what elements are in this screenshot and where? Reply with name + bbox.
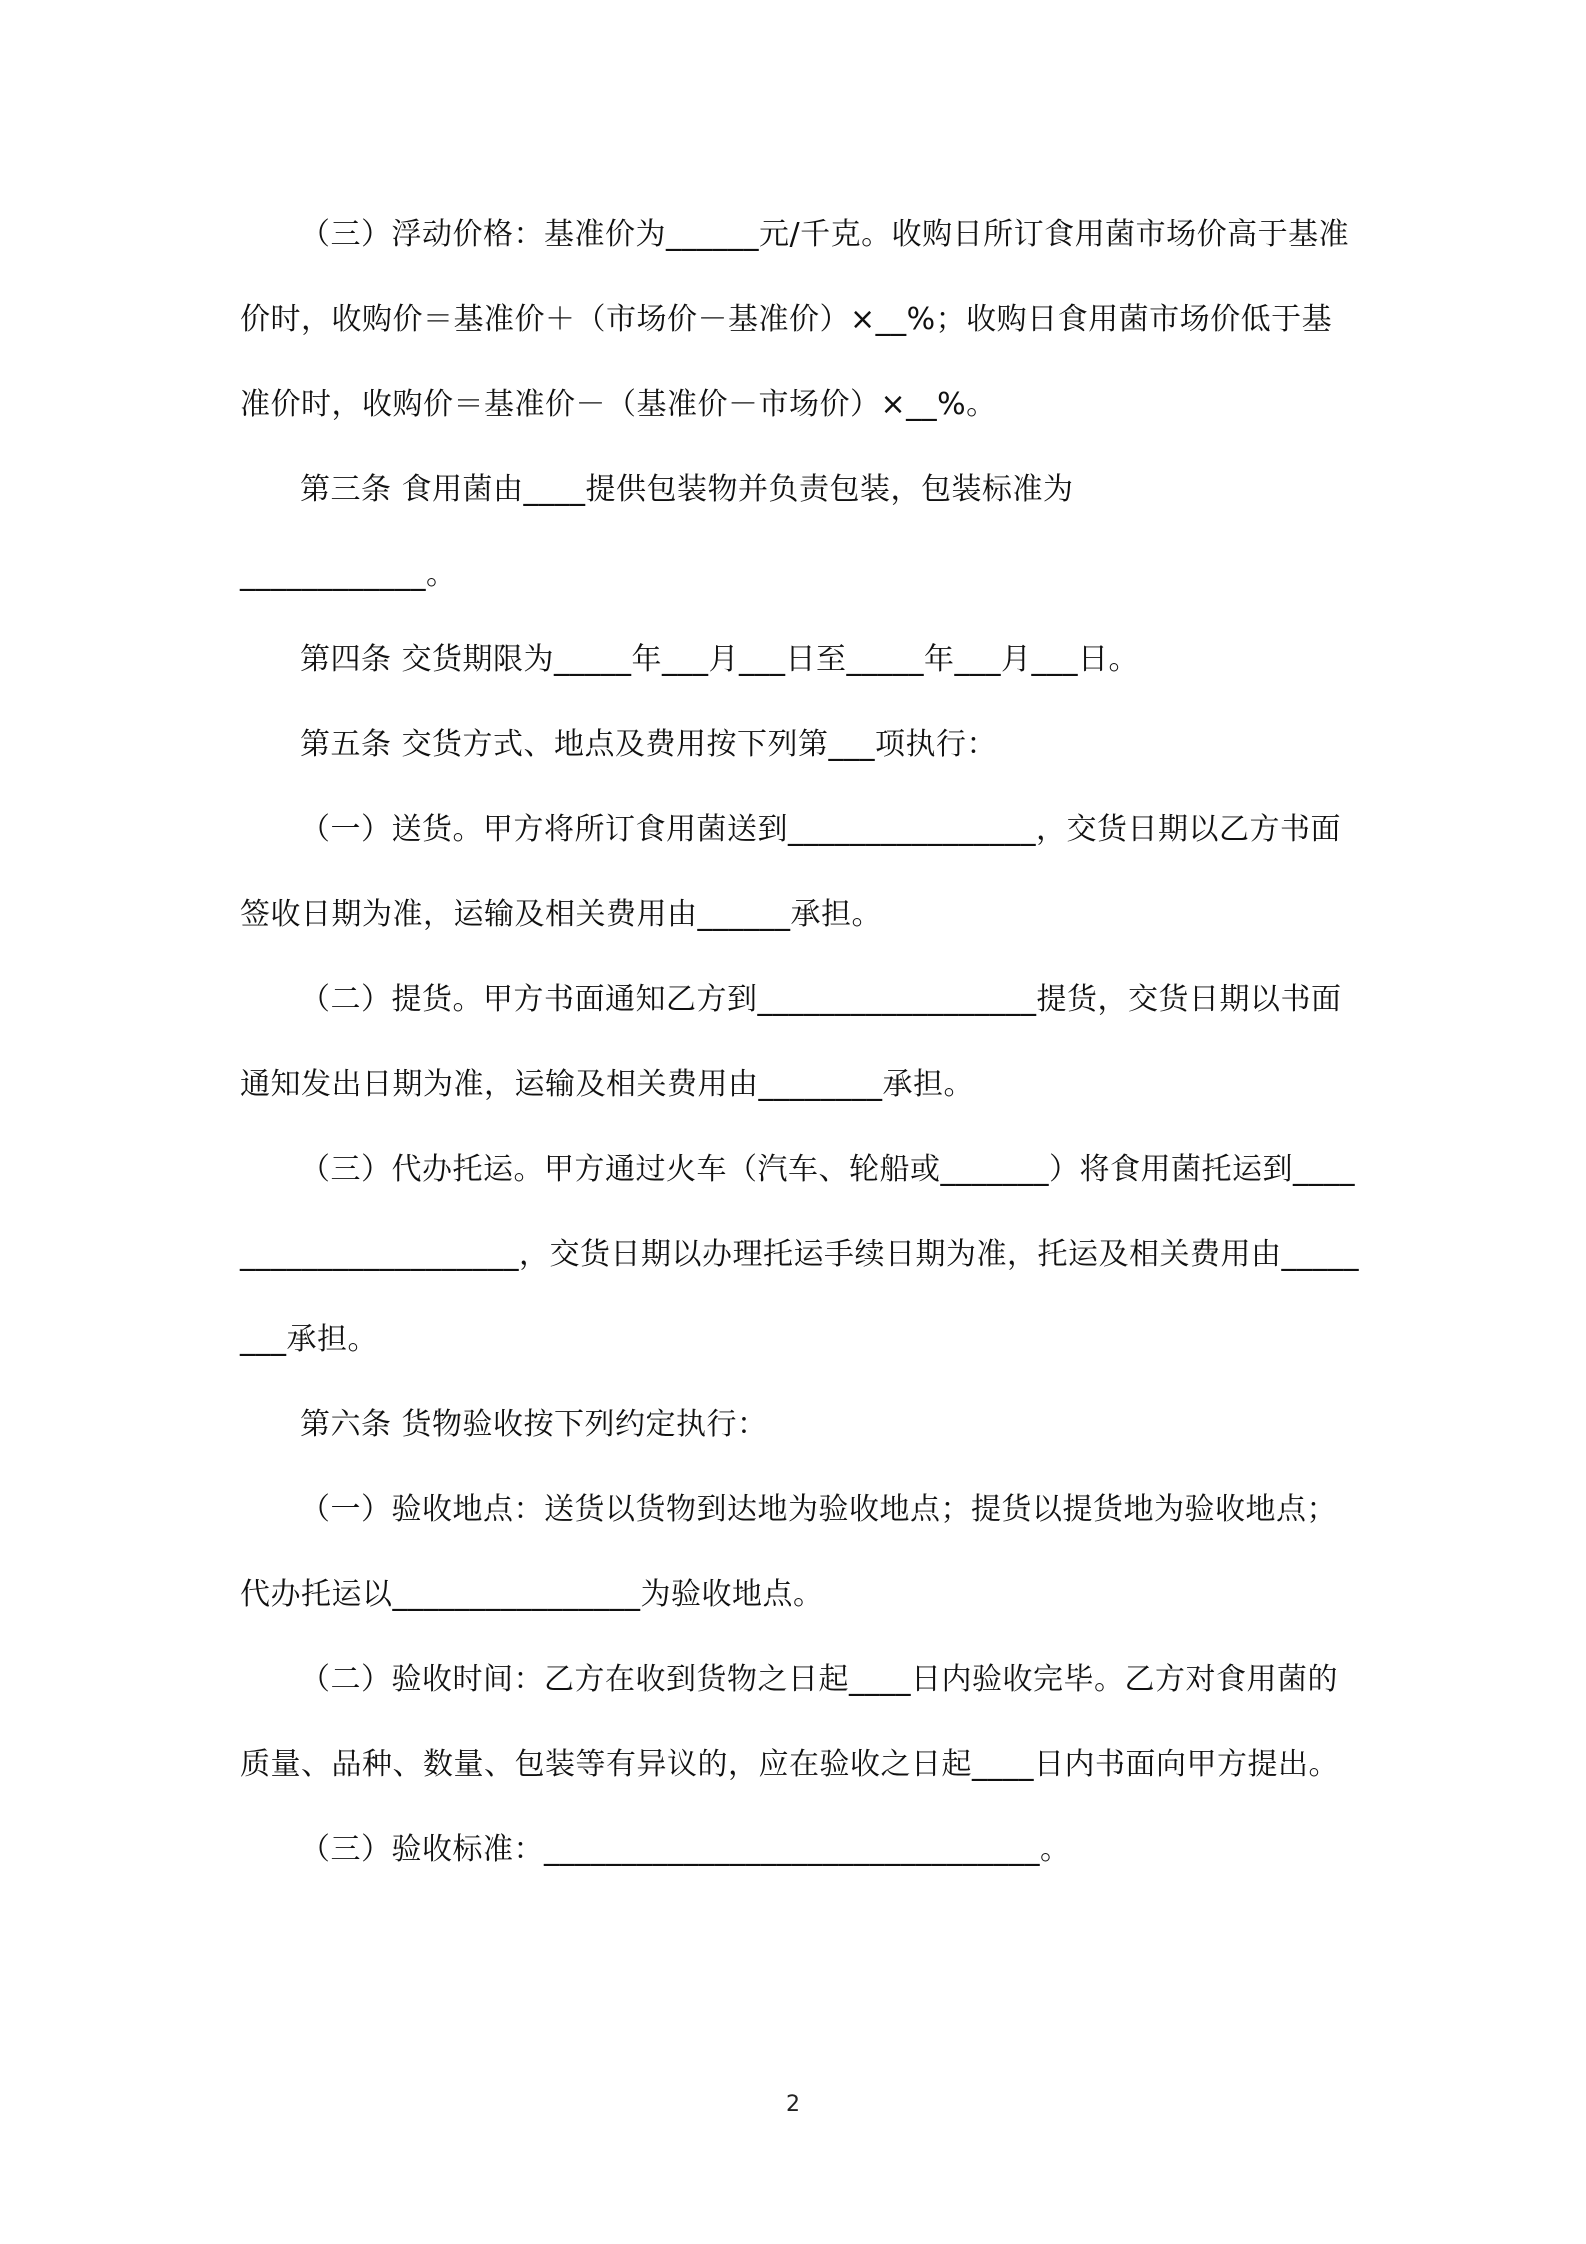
paragraph-inspection-standard: （三）验收标准：________________________________。 (300, 1832, 1071, 1867)
paragraph-pickup: （二）提货。甲方书面通知乙方到__________________提货，交货日期以书面通知发出日期为准，运输及相关费用由________承担。 (240, 982, 1342, 1102)
paragraph-article-5: 第五条 交货方式、地点及费用按下列第___项执行： (300, 727, 998, 762)
paragraph-delivery: （一）送货。甲方将所订食用菌送到________________，交货日期以乙方书面签收日期为准，运输及相关费用由______承担。 (240, 812, 1341, 932)
contract-body (240, 192, 1360, 1892)
paragraph-inspection-place: （一）验收地点：送货以货物到达地为验收地点；提货以提货地为验收地点；代办托运以________________为验收地点。 (240, 1492, 1337, 1612)
paragraph-article-6: 第六条 货物验收按下列约定执行： (300, 1407, 768, 1442)
paragraph-article-3-continued: ____________。 (240, 557, 457, 592)
paragraph-article-4: 第四条 交货期限为_____年___月___日至_____年___月___日。 (300, 642, 1140, 677)
page-number: 2 (786, 2092, 800, 2117)
paragraph-article-3: 第三条 食用菌由____提供包装物并负责包装，包装标准为 (300, 472, 1074, 507)
paragraph-consignment: （三）代办托运。甲方通过火车（汽车、轮船或_______）将食用菌托运到______________________，交货日期以办理托运手续日期为准，托运及相关费用由________承担。 (240, 1152, 1359, 1357)
paragraph-inspection-time: （二）验收时间：乙方在收到货物之日起____日内验收完毕。乙方对食用菌的质量、品种、数量、包装等有异议的，应在验收之日起____日内书面向甲方提出。 (240, 1662, 1339, 1782)
paragraph-floating-price: （三）浮动价格：基准价为______元/千克。收购日所订食用菌市场价高于基准价时，收购价＝基准价＋（市场价－基准价）×__%；收购日食用菌市场价低于基准价时，收购价＝基准价－（基准价－市场价）×__%。 (240, 217, 1350, 422)
